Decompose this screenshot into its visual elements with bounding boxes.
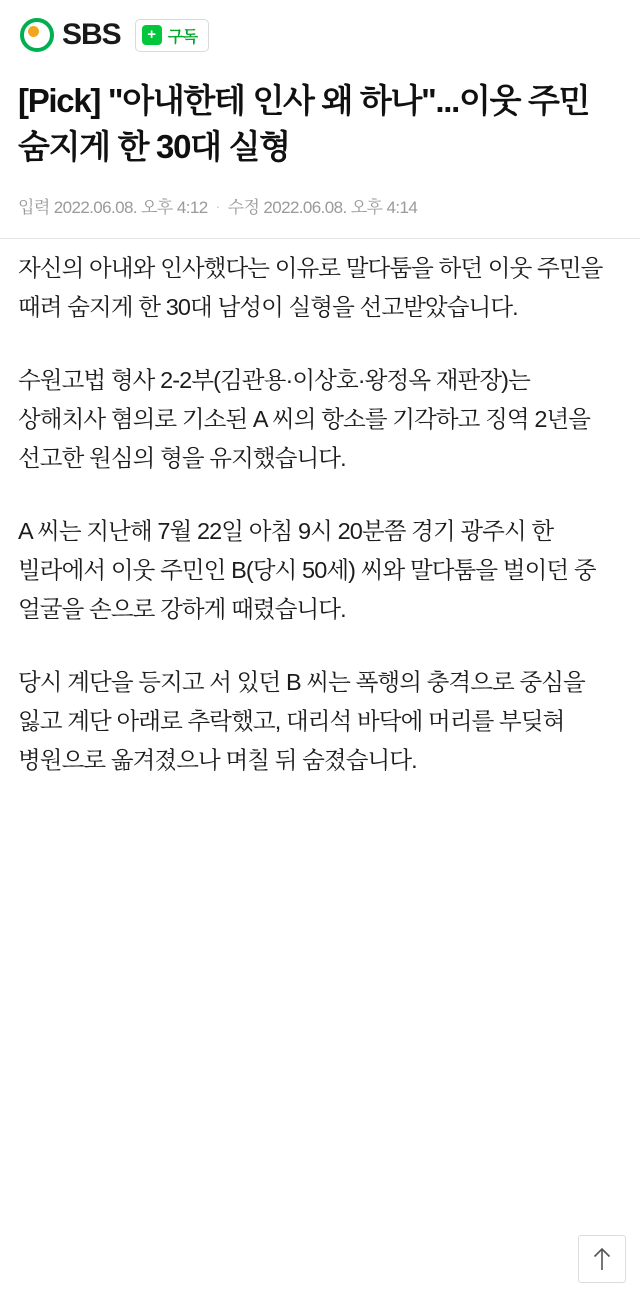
subscribe-label: 구독 — [167, 28, 198, 46]
sbs-logo-icon — [20, 18, 54, 52]
article-paragraph: 자신의 아내와 인사했다는 이유로 말다툼을 하던 이웃 주민을 때려 숨지게 한 30대 남성이 실형을 선고받았습니다. — [18, 255, 603, 321]
article-paragraph: A 씨는 지난해 7월 22일 아침 9시 20분쯤 경기 광주시 한 빌라에서 이웃 주민인 B(당시 50세) 씨와 말다툼을 벌이던 중 얼굴을 손으로 강하게 때렸습니다. — [18, 518, 596, 623]
site-header — [0, 0, 640, 68]
published-time: 입력 2022.06.08. 오후 4:12 — [18, 198, 208, 218]
meta-separator: · — [215, 197, 220, 214]
subscribe-button[interactable] — [135, 19, 209, 52]
arrow-up-icon — [591, 1246, 613, 1272]
article-meta — [0, 169, 640, 218]
scroll-to-top-button[interactable] — [578, 1235, 626, 1283]
article-body — [0, 239, 640, 780]
updated-time: 수정 2022.06.08. 오후 4:14 — [227, 198, 418, 218]
article-paragraph: 수원고법 형사 2-2부(김관용·이상호·왕정옥 재판장)는 상해치사 혐의로 기소된 A 씨의 항소를 기각하고 징역 2년을 선고한 원심의 형을 유지했습니다. — [18, 367, 591, 472]
sbs-brand[interactable] — [20, 18, 121, 52]
page-title: [Pick] "아내한테 인사 왜 하나"...이웃 주민 숨지게 한 30대 실형 — [18, 82, 590, 165]
brand-name: SBS — [62, 18, 121, 51]
plus-icon: + — [142, 25, 162, 45]
article-paragraph: 당시 계단을 등지고 서 있던 B 씨는 폭행의 충격으로 중심을 잃고 계단 아래로 추락했고, 대리석 바닥에 머리를 부딪혀 병원으로 옮겨졌으나 며칠 뒤 숨졌습니다. — [18, 669, 585, 774]
